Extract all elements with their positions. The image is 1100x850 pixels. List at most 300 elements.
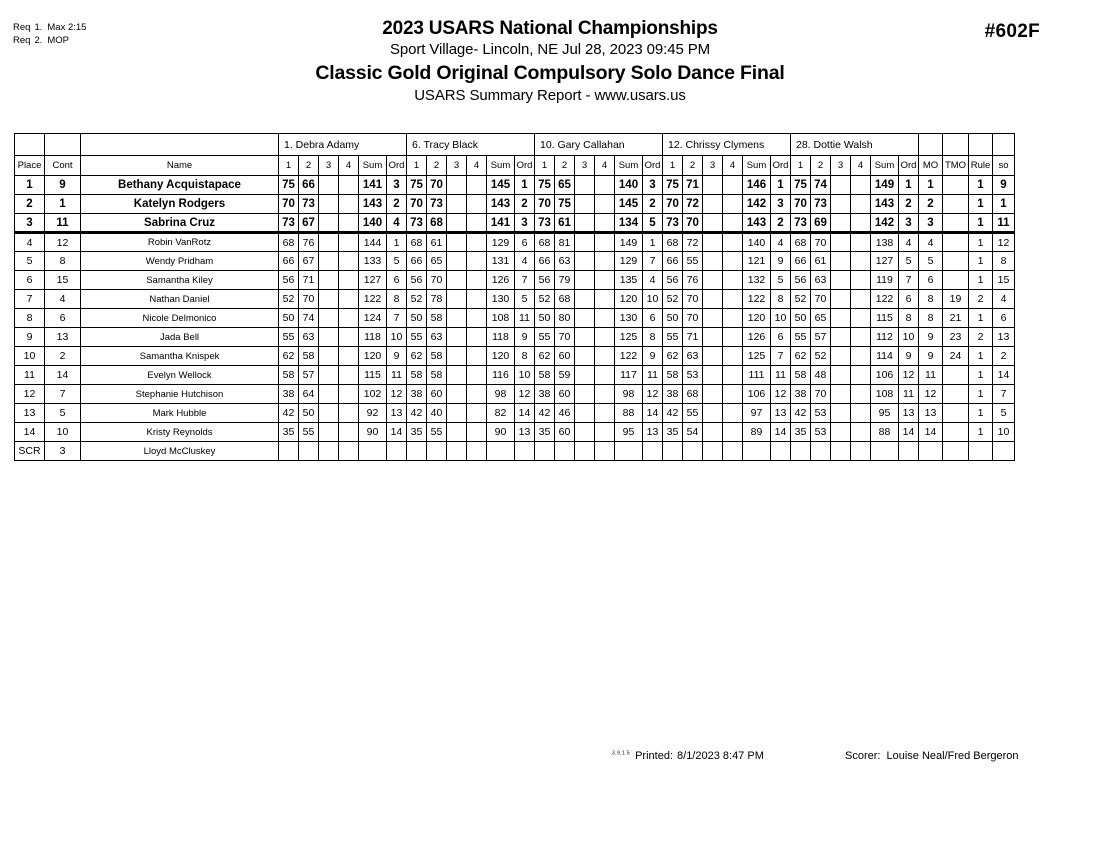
cell-j1-score-4 — [339, 442, 359, 461]
cell-j4-sum: 143 — [743, 214, 771, 233]
cell-j5-ord: 4 — [899, 233, 919, 252]
cell-j3-score-1: 52 — [535, 290, 555, 309]
cell-j5-score-1: 68 — [791, 233, 811, 252]
cell-j4-ord: 12 — [771, 385, 791, 404]
cell-j5-ord: 3 — [899, 214, 919, 233]
cell-j1-ord: 12 — [387, 385, 407, 404]
cell-j5-sum: 127 — [871, 252, 899, 271]
cell-j5-score-2 — [811, 442, 831, 461]
cell-j1-ord: 14 — [387, 423, 407, 442]
cell-j4-sum: 97 — [743, 404, 771, 423]
cell-j5-score-1 — [791, 442, 811, 461]
cell-j3-score-3 — [575, 442, 595, 461]
cell-rule: 1 — [969, 423, 993, 442]
cell-j4-score-4 — [723, 214, 743, 233]
cell-j4-ord: 4 — [771, 233, 791, 252]
cell-j1-ord: 8 — [387, 290, 407, 309]
cell-skater-name: Jada Bell — [81, 328, 279, 347]
cell-j4-score-4 — [723, 252, 743, 271]
cell-j1-score-1: 55 — [279, 328, 299, 347]
cell-j1-score-4 — [339, 290, 359, 309]
requirement-number: 1. — [34, 22, 43, 33]
table-row[interactable] — [15, 347, 1015, 366]
cell-j2-score-3 — [447, 214, 467, 233]
scorer-label: Scorer: — [845, 750, 881, 762]
header-j4-score-1: 1 — [663, 156, 683, 176]
cell-j4-ord: 5 — [771, 271, 791, 290]
cell-j2-score-2: 58 — [427, 366, 447, 385]
header-j4-sum: Sum — [743, 156, 771, 176]
cell-so: 14 — [993, 366, 1015, 385]
cell-j2-score-3 — [447, 309, 467, 328]
cell-j3-score-4 — [595, 252, 615, 271]
cell-j2-score-3 — [447, 366, 467, 385]
cell-mo: 2 — [919, 195, 943, 214]
cell-j3-score-4 — [595, 271, 615, 290]
cell-rule — [969, 442, 993, 461]
cell-j5-score-1: 66 — [791, 252, 811, 271]
cell-j5-score-4 — [851, 271, 871, 290]
cell-tmo — [943, 252, 969, 271]
header-so: so — [993, 156, 1015, 176]
cell-j3-score-4 — [595, 366, 615, 385]
cell-j4-score-3 — [703, 366, 723, 385]
cell-j4-ord: 6 — [771, 328, 791, 347]
cell-j1-score-4 — [339, 385, 359, 404]
cell-j3-score-2: 65 — [555, 176, 575, 195]
cell-so: 15 — [993, 271, 1015, 290]
cell-j2-ord: 10 — [515, 366, 535, 385]
cell-j1-score-4 — [339, 347, 359, 366]
cell-j4-score-2: 70 — [683, 290, 703, 309]
cell-j3-score-4 — [595, 214, 615, 233]
table-row[interactable] — [15, 233, 1015, 252]
cell-j5-score-2: 48 — [811, 366, 831, 385]
cell-tmo — [943, 404, 969, 423]
cell-j4-score-2: 72 — [683, 195, 703, 214]
cell-j5-score-2: 53 — [811, 423, 831, 442]
header-j5-score-3: 3 — [831, 156, 851, 176]
cell-skater-name: Stephanie Hutchison — [81, 385, 279, 404]
cell-j5-sum: 95 — [871, 404, 899, 423]
header-j2-score-1: 1 — [407, 156, 427, 176]
cell-j1-score-2: 71 — [299, 271, 319, 290]
spacer-rule — [969, 134, 993, 156]
cell-j1-ord: 9 — [387, 347, 407, 366]
cell-j5-ord: 5 — [899, 252, 919, 271]
cell-j4-score-3 — [703, 347, 723, 366]
cell-j1-score-2: 76 — [299, 233, 319, 252]
cell-skater-name: Robin VanRotz — [81, 233, 279, 252]
cell-j5-score-1: 38 — [791, 385, 811, 404]
cell-j2-score-2: 61 — [427, 233, 447, 252]
cell-j2-score-4 — [467, 423, 487, 442]
cell-j4-score-4 — [723, 385, 743, 404]
cell-j4-score-1: 73 — [663, 214, 683, 233]
cell-j2-score-1: 62 — [407, 347, 427, 366]
cell-j2-sum: 130 — [487, 290, 515, 309]
cell-j4-score-2: 54 — [683, 423, 703, 442]
cell-j4-score-3 — [703, 404, 723, 423]
header-j4-score-2: 2 — [683, 156, 703, 176]
cell-skater-name: Samantha Knispek — [81, 347, 279, 366]
spacer-mo — [919, 134, 943, 156]
cell-j5-ord: 12 — [899, 366, 919, 385]
cell-j4-ord: 14 — [771, 423, 791, 442]
cell-j3-score-4 — [595, 328, 615, 347]
table-row[interactable] — [15, 290, 1015, 309]
cell-j5-sum: 142 — [871, 214, 899, 233]
header-j3-sum: Sum — [615, 156, 643, 176]
cell-j4-sum — [743, 442, 771, 461]
cell-j1-score-1: 35 — [279, 423, 299, 442]
cell-so: 7 — [993, 385, 1015, 404]
event-title: Classic Gold Original Compulsory Solo Dance Final — [315, 62, 785, 84]
cell-j3-sum: 88 — [615, 404, 643, 423]
cell-j4-score-2: 55 — [683, 252, 703, 271]
cell-j3-score-1: 73 — [535, 214, 555, 233]
cell-mo: 13 — [919, 404, 943, 423]
table-row[interactable] — [15, 385, 1015, 404]
cell-j3-ord: 5 — [643, 214, 663, 233]
table-row[interactable] — [15, 195, 1015, 214]
cell-j1-score-4 — [339, 309, 359, 328]
cell-j5-score-3 — [831, 252, 851, 271]
cell-j1-score-4 — [339, 366, 359, 385]
cell-j2-score-1: 73 — [407, 214, 427, 233]
cell-j3-score-1: 42 — [535, 404, 555, 423]
table-row[interactable] — [15, 423, 1015, 442]
cell-contestant: 10 — [45, 423, 81, 442]
cell-j5-sum: 115 — [871, 309, 899, 328]
cell-contestant: 8 — [45, 252, 81, 271]
cell-mo: 9 — [919, 347, 943, 366]
header-j3-score-3: 3 — [575, 156, 595, 176]
cell-j3-score-4 — [595, 347, 615, 366]
cell-j2-score-2: 70 — [427, 271, 447, 290]
cell-j2-score-1: 50 — [407, 309, 427, 328]
table-row[interactable] — [15, 328, 1015, 347]
cell-j4-ord: 1 — [771, 176, 791, 195]
cell-j3-ord: 4 — [643, 271, 663, 290]
cell-rule: 1 — [969, 366, 993, 385]
cell-j1-score-1: 56 — [279, 271, 299, 290]
cell-j1-sum: 141 — [359, 176, 387, 195]
cell-rule: 2 — [969, 290, 993, 309]
cell-contestant: 13 — [45, 328, 81, 347]
cell-j5-score-4 — [851, 252, 871, 271]
cell-j5-score-3 — [831, 214, 851, 233]
cell-j2-score-1: 70 — [407, 195, 427, 214]
cell-j2-score-2: 60 — [427, 385, 447, 404]
cell-so: 13 — [993, 328, 1015, 347]
cell-j1-score-2: 67 — [299, 252, 319, 271]
cell-j1-score-3 — [319, 385, 339, 404]
cell-j5-score-3 — [831, 328, 851, 347]
cell-j2-ord: 11 — [515, 309, 535, 328]
cell-j1-score-2: 58 — [299, 347, 319, 366]
cell-j5-ord: 6 — [899, 290, 919, 309]
cell-j3-sum: 95 — [615, 423, 643, 442]
cell-skater-name: Katelyn Rodgers — [81, 195, 279, 214]
cell-j3-ord: 14 — [643, 404, 663, 423]
judge-name-4: 12. Chrissy Clymens — [663, 134, 791, 156]
table-row[interactable] — [15, 309, 1015, 328]
cell-j3-sum: 134 — [615, 214, 643, 233]
cell-j4-sum: 140 — [743, 233, 771, 252]
cell-j2-score-2: 70 — [427, 176, 447, 195]
cell-j4-score-1: 42 — [663, 404, 683, 423]
cell-j2-score-1: 52 — [407, 290, 427, 309]
cell-j4-ord: 8 — [771, 290, 791, 309]
cell-j5-ord — [899, 442, 919, 461]
cell-j5-score-3 — [831, 233, 851, 252]
header-j1-ord: Ord — [387, 156, 407, 176]
cell-j5-score-4 — [851, 328, 871, 347]
competition-title: 2023 USARS National Championships — [382, 18, 718, 39]
cell-j1-sum: 144 — [359, 233, 387, 252]
cell-j5-score-3 — [831, 290, 851, 309]
cell-j4-score-1: 56 — [663, 271, 683, 290]
cell-j2-ord: 8 — [515, 347, 535, 366]
cell-j5-score-1: 52 — [791, 290, 811, 309]
report-subtitle: USARS Summary Report - www.usars.us — [414, 87, 686, 104]
header-j3-score-1: 1 — [535, 156, 555, 176]
cell-j4-ord: 9 — [771, 252, 791, 271]
table-row[interactable] — [15, 176, 1015, 195]
cell-j2-score-2: 63 — [427, 328, 447, 347]
cell-j3-score-1: 62 — [535, 347, 555, 366]
cell-j1-ord: 3 — [387, 176, 407, 195]
cell-j2-score-2: 73 — [427, 195, 447, 214]
cell-j3-ord: 9 — [643, 347, 663, 366]
cell-tmo — [943, 366, 969, 385]
cell-tmo — [943, 423, 969, 442]
cell-j2-score-1 — [407, 442, 427, 461]
cell-j4-score-4 — [723, 328, 743, 347]
cell-j5-score-2: 53 — [811, 404, 831, 423]
judge-name-3: 10. Gary Callahan — [535, 134, 663, 156]
cell-j2-ord: 3 — [515, 214, 535, 233]
cell-so: 11 — [993, 214, 1015, 233]
cell-j1-score-4 — [339, 423, 359, 442]
cell-j2-ord: 6 — [515, 233, 535, 252]
cell-j4-score-2: 71 — [683, 176, 703, 195]
cell-so: 9 — [993, 176, 1015, 195]
table-row[interactable] — [15, 214, 1015, 233]
cell-j2-score-4 — [467, 271, 487, 290]
cell-j4-score-4 — [723, 176, 743, 195]
cell-j3-score-2: 60 — [555, 385, 575, 404]
cell-j4-score-2 — [683, 442, 703, 461]
cell-contestant: 12 — [45, 233, 81, 252]
cell-so: 10 — [993, 423, 1015, 442]
cell-j5-score-1: 50 — [791, 309, 811, 328]
cell-j4-sum: 111 — [743, 366, 771, 385]
cell-j3-sum: 120 — [615, 290, 643, 309]
cell-j5-score-2: 70 — [811, 233, 831, 252]
cell-j4-score-4 — [723, 309, 743, 328]
cell-j5-sum: 138 — [871, 233, 899, 252]
cell-j4-score-1: 66 — [663, 252, 683, 271]
requirement-label: Req — [13, 35, 31, 46]
cell-j2-ord: 4 — [515, 252, 535, 271]
cell-j3-sum: 130 — [615, 309, 643, 328]
cell-j4-score-1: 75 — [663, 176, 683, 195]
cell-j5-score-4 — [851, 347, 871, 366]
cell-j3-score-3 — [575, 404, 595, 423]
cell-j4-sum: 132 — [743, 271, 771, 290]
cell-j2-score-3 — [447, 233, 467, 252]
cell-j5-score-4 — [851, 385, 871, 404]
cell-j1-score-2: 74 — [299, 309, 319, 328]
cell-j4-score-2: 63 — [683, 347, 703, 366]
cell-skater-name: Nicole Delmonico — [81, 309, 279, 328]
cell-rule: 1 — [969, 385, 993, 404]
cell-place: 11 — [15, 366, 45, 385]
cell-mo: 1 — [919, 176, 943, 195]
header-j3-score-2: 2 — [555, 156, 575, 176]
cell-j5-score-3 — [831, 385, 851, 404]
cell-j5-sum: 114 — [871, 347, 899, 366]
cell-j3-score-2: 79 — [555, 271, 575, 290]
cell-j4-score-1: 58 — [663, 366, 683, 385]
cell-tmo: 24 — [943, 347, 969, 366]
cell-j5-score-1: 70 — [791, 195, 811, 214]
cell-j3-score-3 — [575, 271, 595, 290]
cell-j4-score-1: 62 — [663, 347, 683, 366]
cell-j3-score-3 — [575, 385, 595, 404]
cell-j5-sum: 108 — [871, 385, 899, 404]
cell-j3-ord: 10 — [643, 290, 663, 309]
cell-j5-sum: 119 — [871, 271, 899, 290]
cell-j1-ord: 11 — [387, 366, 407, 385]
cell-j3-score-2: 68 — [555, 290, 575, 309]
header-j5-score-2: 2 — [811, 156, 831, 176]
cell-j3-sum: 122 — [615, 347, 643, 366]
requirement-value: MOP — [47, 35, 70, 46]
cell-j2-score-4 — [467, 309, 487, 328]
cell-j5-score-2: 57 — [811, 328, 831, 347]
cell-j1-score-3 — [319, 328, 339, 347]
cell-j4-score-2: 76 — [683, 271, 703, 290]
cell-j3-score-2: 46 — [555, 404, 575, 423]
table-row[interactable] — [15, 271, 1015, 290]
cell-j5-score-2: 69 — [811, 214, 831, 233]
header-j3-score-4: 4 — [595, 156, 615, 176]
cell-j5-score-2: 63 — [811, 271, 831, 290]
cell-j1-ord: 5 — [387, 252, 407, 271]
cell-so: 8 — [993, 252, 1015, 271]
cell-j5-score-3 — [831, 271, 851, 290]
cell-place: 2 — [15, 195, 45, 214]
cell-j3-score-3 — [575, 214, 595, 233]
cell-j1-score-1 — [279, 442, 299, 461]
table-row[interactable] — [15, 404, 1015, 423]
header-place: Place — [15, 156, 45, 176]
cell-j5-ord: 14 — [899, 423, 919, 442]
spacer-tmo — [943, 134, 969, 156]
cell-j2-score-3 — [447, 442, 467, 461]
cell-j4-sum: 122 — [743, 290, 771, 309]
cell-j1-score-2: 64 — [299, 385, 319, 404]
cell-j1-ord — [387, 442, 407, 461]
cell-so: 1 — [993, 195, 1015, 214]
cell-j5-score-4 — [851, 233, 871, 252]
cell-j3-sum: 135 — [615, 271, 643, 290]
cell-contestant: 11 — [45, 214, 81, 233]
header-j1-score-3: 3 — [319, 156, 339, 176]
cell-j3-score-4 — [595, 442, 615, 461]
cell-j3-score-3 — [575, 176, 595, 195]
cell-j2-score-3 — [447, 290, 467, 309]
version-stamp: 3.9.1.5 — [612, 750, 631, 757]
cell-contestant: 2 — [45, 347, 81, 366]
cell-j2-sum: 118 — [487, 328, 515, 347]
cell-j2-ord: 7 — [515, 271, 535, 290]
cell-j3-sum: 117 — [615, 366, 643, 385]
cell-contestant: 1 — [45, 195, 81, 214]
cell-j5-score-1: 73 — [791, 214, 811, 233]
cell-tmo — [943, 442, 969, 461]
cell-mo: 9 — [919, 328, 943, 347]
header-j1-score-2: 2 — [299, 156, 319, 176]
cell-j4-score-3 — [703, 309, 723, 328]
header-j4-score-4: 4 — [723, 156, 743, 176]
cell-tmo — [943, 385, 969, 404]
cell-j2-score-3 — [447, 176, 467, 195]
cell-j2-ord: 1 — [515, 176, 535, 195]
cell-tmo — [943, 271, 969, 290]
cell-j4-score-3 — [703, 423, 723, 442]
cell-rule: 1 — [969, 176, 993, 195]
cell-j2-sum: 120 — [487, 347, 515, 366]
cell-j1-score-4 — [339, 252, 359, 271]
cell-j1-ord: 1 — [387, 233, 407, 252]
cell-j2-score-1: 55 — [407, 328, 427, 347]
header-j2-ord: Ord — [515, 156, 535, 176]
cell-j4-score-1: 70 — [663, 195, 683, 214]
cell-j1-ord: 4 — [387, 214, 407, 233]
table-row[interactable] — [15, 442, 1015, 461]
cell-j5-ord: 10 — [899, 328, 919, 347]
cell-j2-score-1: 68 — [407, 233, 427, 252]
cell-tmo — [943, 214, 969, 233]
cell-tmo — [943, 176, 969, 195]
cell-j3-ord: 6 — [643, 309, 663, 328]
cell-j5-score-3 — [831, 195, 851, 214]
cell-j3-score-3 — [575, 366, 595, 385]
cell-j4-score-4 — [723, 290, 743, 309]
score-sheet — [14, 133, 1015, 461]
cell-j5-sum: 88 — [871, 423, 899, 442]
cell-j1-score-2: 63 — [299, 328, 319, 347]
cell-j2-score-3 — [447, 328, 467, 347]
cell-j5-score-2: 74 — [811, 176, 831, 195]
cell-skater-name: Samantha Kiley — [81, 271, 279, 290]
header-rule: Rule — [969, 156, 993, 176]
header-j2-score-3: 3 — [447, 156, 467, 176]
cell-j4-score-4 — [723, 423, 743, 442]
cell-j4-ord: 10 — [771, 309, 791, 328]
cell-rule: 2 — [969, 328, 993, 347]
cell-j5-score-3 — [831, 347, 851, 366]
table-row[interactable] — [15, 252, 1015, 271]
cell-j1-score-2: 67 — [299, 214, 319, 233]
cell-j4-score-3 — [703, 195, 723, 214]
cell-place: SCR — [15, 442, 45, 461]
table-row[interactable] — [15, 366, 1015, 385]
